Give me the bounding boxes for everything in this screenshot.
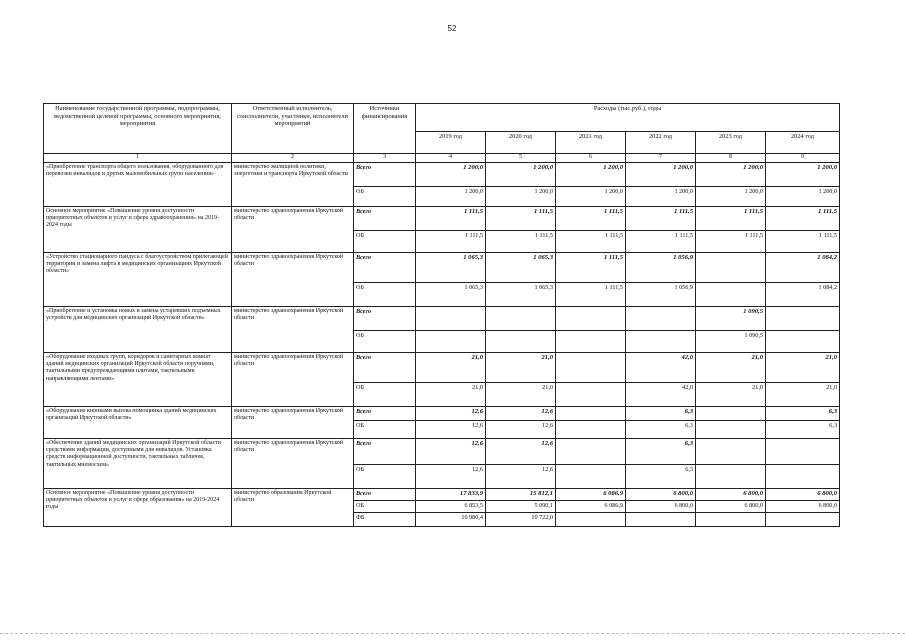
expense-value: 21,0	[696, 353, 766, 383]
funding-source: Всего	[354, 163, 416, 187]
expense-value: 6 800,0	[626, 501, 696, 513]
expense-value: 21,0	[766, 353, 840, 383]
expense-value: 21,0	[416, 383, 486, 407]
expense-value: 12,6	[486, 465, 556, 489]
expense-value	[416, 307, 486, 331]
funding-source: ОБ	[354, 465, 416, 489]
activity-name: «Оборудование входных групп, коридоров и санитарных комнат зданий медицинских организаций Иркутской области поручнями, тактильными предупреждающими плитами, тактильными направляющими лентами»	[44, 353, 232, 407]
expense-value	[556, 513, 626, 527]
responsible-executor: министерство жилищной политики, энергетики и транспорта Иркутской области	[232, 163, 354, 207]
responsible-executor: министерство здравоохранения Иркутской области	[232, 253, 354, 307]
expense-value: 1 111,5	[626, 207, 696, 231]
column-number: 4	[416, 154, 486, 163]
expense-value: 1 056,9	[626, 283, 696, 307]
funding-source: Всего	[354, 207, 416, 231]
expense-value: 1 111,5	[416, 231, 486, 253]
funding-source: Всего	[354, 489, 416, 501]
expense-value: 6,3	[626, 421, 696, 439]
responsible-executor: министерство здравоохранения Иркутской области	[232, 307, 354, 353]
funding-source: ОБ	[354, 501, 416, 513]
funding-source: Всего	[354, 253, 416, 283]
header-year: 2024 год	[766, 132, 840, 154]
expense-value	[766, 307, 840, 331]
responsible-executor: министерство здравоохранения Иркутской области	[232, 353, 354, 407]
expense-value: 1 056,9	[626, 253, 696, 283]
expense-value: 6 800,0	[696, 501, 766, 513]
activity-name: «Приобретение транспорта общего пользования, оборудованного для перевозки инвалидов и других маломобильных групп населения»	[44, 163, 232, 207]
expense-value: 21,0	[416, 353, 486, 383]
expense-value: 1 084,2	[766, 283, 840, 307]
funding-source: ФБ	[354, 513, 416, 527]
funding-source: Всего	[354, 407, 416, 421]
expense-value	[766, 513, 840, 527]
activity-name: «Устройство стационарного пандуса с благоустройством прилегающей территории и замена лифта в медицинских организациях Иркутской области»	[44, 253, 232, 307]
expense-value: 6,3	[766, 421, 840, 439]
expense-value: 12,6	[416, 407, 486, 421]
expense-value: 1 090,5	[696, 331, 766, 353]
expense-value: 6,3	[766, 407, 840, 421]
expense-value: 1 111,5	[556, 283, 626, 307]
expense-value: 21,0	[486, 383, 556, 407]
header-year: 2023 год	[696, 132, 766, 154]
expense-value	[486, 307, 556, 331]
expense-value: 1 111,5	[556, 207, 626, 231]
column-number: 1	[44, 154, 232, 163]
header-year: 2021 год	[556, 132, 626, 154]
expense-value	[696, 421, 766, 439]
responsible-executor: министерство здравоохранения Иркутской области	[232, 407, 354, 439]
expense-value	[696, 439, 766, 465]
activity-name: Основное мероприятие «Повышение уровня доступности приоритетных объектов и услуг в сфере здравоохранения» на 2019-2024 годы	[44, 207, 232, 253]
expense-value	[416, 331, 486, 353]
expense-value: 1 065,3	[416, 283, 486, 307]
header-name: Наименование государственной программы, подпрограммы, ведомственной целевой программы, основного мероприятия, мероприятия	[44, 104, 232, 154]
expense-value: 6 853,5	[416, 501, 486, 513]
funding-source: ОБ	[354, 231, 416, 253]
expense-value: 6,3	[626, 465, 696, 489]
expense-value: 1 200,0	[696, 163, 766, 187]
activity-name: «Оборудование кнопками вызова помощника зданий медицинских организаций Иркутской области»	[44, 407, 232, 439]
funding-source: Всего	[354, 439, 416, 465]
expense-value: 12,6	[416, 465, 486, 489]
header-year: 2020 год	[486, 132, 556, 154]
expense-value: 1 111,5	[766, 231, 840, 253]
expense-value: 6 800,0	[766, 489, 840, 501]
expense-value: 10 980,4	[416, 513, 486, 527]
activity-name: Основное мероприятие «Повышение уровня доступности приоритетных объектов и услуг в сфере образования» на 2019-2024 годы	[44, 489, 232, 527]
expense-value: 21,0	[766, 383, 840, 407]
expense-value: 1 065,3	[416, 253, 486, 283]
expense-value	[626, 331, 696, 353]
expense-value	[556, 439, 626, 465]
expense-value: 21,0	[486, 353, 556, 383]
expense-value: 6,3	[626, 407, 696, 421]
table-row	[44, 163, 840, 187]
expense-value	[556, 383, 626, 407]
expense-value: 1 111,5	[486, 207, 556, 231]
expense-value: 1 200,0	[766, 187, 840, 207]
expense-value: 1 200,0	[766, 163, 840, 187]
expense-value: 12,6	[486, 407, 556, 421]
column-number: 8	[696, 154, 766, 163]
table-row	[44, 353, 840, 383]
funding-source: Всего	[354, 353, 416, 383]
activity-name: «Обеспечение зданий медицинских организаций Иркутской области средствами информации, доступными для инвалидов. Установка средств информационной доступности, тактильных табличек, тактильных мнемосхем»	[44, 439, 232, 489]
expense-value	[696, 407, 766, 421]
header-year: 2022 год	[626, 132, 696, 154]
expense-value: 1 111,5	[626, 231, 696, 253]
expense-value	[556, 353, 626, 383]
expense-value: 6 086,9	[556, 489, 626, 501]
expense-value: 1 200,0	[486, 163, 556, 187]
expense-value	[626, 513, 696, 527]
expense-value: 1 200,0	[416, 187, 486, 207]
expense-value: 1 200,0	[556, 187, 626, 207]
responsible-executor: министерство здравоохранения Иркутской области	[232, 207, 354, 253]
expense-value: 6 800,0	[696, 489, 766, 501]
expense-value: 12,6	[486, 421, 556, 439]
expense-value: 17 833,9	[416, 489, 486, 501]
column-number: 2	[232, 154, 354, 163]
expense-value: 42,0	[626, 353, 696, 383]
expense-value: 42,0	[626, 383, 696, 407]
expense-value	[556, 331, 626, 353]
expense-value: 1 111,5	[556, 253, 626, 283]
expense-value: 1 200,0	[416, 163, 486, 187]
funding-source: ОБ	[354, 331, 416, 353]
expense-value	[766, 331, 840, 353]
table-row	[44, 307, 840, 331]
expense-value: 1 111,5	[696, 231, 766, 253]
expense-value: 6,3	[626, 439, 696, 465]
responsible-executor: министерство образования Иркутской области	[232, 489, 354, 527]
expense-value: 6 800,0	[766, 501, 840, 513]
expense-value	[556, 465, 626, 489]
expense-value: 15 812,1	[486, 489, 556, 501]
funding-source: ОБ	[354, 421, 416, 439]
expense-value	[696, 465, 766, 489]
expense-value	[696, 283, 766, 307]
expense-value	[556, 307, 626, 331]
expense-value: 21,0	[696, 383, 766, 407]
expense-value: 10 722,0	[486, 513, 556, 527]
expense-value	[766, 465, 840, 489]
expense-value	[486, 331, 556, 353]
expense-value: 1 084,2	[766, 253, 840, 283]
expense-value: 1 200,0	[696, 187, 766, 207]
header-responsible: Ответственный исполнитель, соисполнители, участники, исполнители мероприятий	[232, 104, 354, 154]
column-number: 3	[354, 154, 416, 163]
activity-name: «Приобретение и установка новых и замена устаревших подъемных устройств для медицинских организаций Иркутской области»	[44, 307, 232, 353]
funding-source: ОБ	[354, 283, 416, 307]
table-row	[44, 489, 840, 501]
expense-value: 12,6	[416, 421, 486, 439]
expense-value: 12,6	[416, 439, 486, 465]
column-number: 6	[556, 154, 626, 163]
funding-source: ОБ	[354, 383, 416, 407]
column-number: 5	[486, 154, 556, 163]
expense-value	[696, 513, 766, 527]
expense-value: 1 200,0	[556, 163, 626, 187]
expense-value: 1 200,0	[626, 187, 696, 207]
expense-value	[696, 253, 766, 283]
expense-value: 1 111,5	[696, 207, 766, 231]
column-number: 7	[626, 154, 696, 163]
table-row	[44, 253, 840, 283]
expense-value	[556, 407, 626, 421]
funding-source: ОБ	[354, 187, 416, 207]
expenditure-table	[43, 103, 840, 527]
page-number: 52	[447, 24, 457, 33]
expense-value: 1 065,3	[486, 253, 556, 283]
expense-value: 12,6	[486, 439, 556, 465]
responsible-executor: министерство здравоохранения Иркутской области	[232, 439, 354, 489]
expense-value	[556, 421, 626, 439]
expense-value: 1 200,0	[486, 187, 556, 207]
expense-value	[766, 439, 840, 465]
expense-value: 1 090,5	[696, 307, 766, 331]
funding-source: Всего	[354, 307, 416, 331]
page-bottom-divider	[0, 633, 905, 634]
expense-value	[626, 307, 696, 331]
header-expenses: Расходы (тыс.руб.), годы	[416, 104, 840, 132]
expense-value: 5 090,1	[486, 501, 556, 513]
table-row	[44, 207, 840, 231]
table-row	[44, 439, 840, 465]
column-number: 9	[766, 154, 840, 163]
expense-value: 6 086,9	[556, 501, 626, 513]
expense-value: 1 111,5	[416, 207, 486, 231]
expense-value: 1 111,5	[766, 207, 840, 231]
table-row	[44, 407, 840, 421]
header-source: Источники финансирования	[354, 104, 416, 154]
expense-value: 1 111,5	[556, 231, 626, 253]
expense-value: 1 200,0	[626, 163, 696, 187]
expense-value: 1 111,5	[486, 231, 556, 253]
expense-value: 6 800,0	[626, 489, 696, 501]
header-year: 2019 год	[416, 132, 486, 154]
expense-value: 1 065,3	[486, 283, 556, 307]
